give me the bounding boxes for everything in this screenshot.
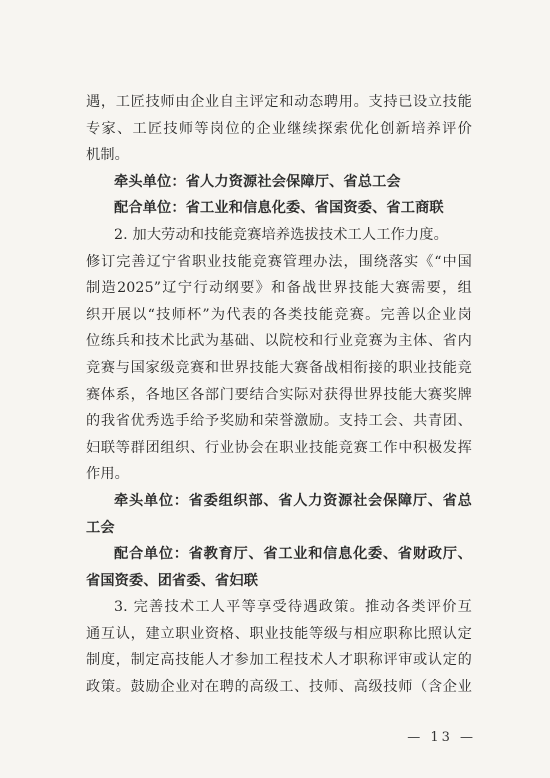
paragraph-line: 竞赛与国家级竞赛和世界技能大赛备战相衔接的职业技能竞 [86,359,472,376]
paragraph-line: 妇联等群团组织、行业协会在职业技能竞赛工作中积极发挥 [86,439,472,456]
paragraph-line: 的我省优秀选手给予奖励和荣誉激励。支持工会、共青团、 [86,413,472,430]
paragraph-line: 2. 加大劳动和技能竞赛培养选拔技术工人工作力度。 [114,226,448,243]
paragraph-line: 织开展以“技师杯”为代表的各类技能竞赛。完善以企业岗 [86,306,472,323]
page-number: — 13 — [407,730,476,745]
unit-line: 配合单位：省工业和信息化委、省国资委、省工商联 [114,200,444,217]
paragraph-line: 制度，制定高技能人才参加工程技术人才职称评审或认定的 [86,652,472,669]
paragraph-line: 赛体系，各地区各部门要结合实际对获得世界技能大赛奖牌 [86,386,472,403]
paragraph-line: 专家、工匠技师等岗位的企业继续探索优化创新培养评价 [86,120,472,137]
paragraph-line: 修订完善辽宁省职业技能竞赛管理办法，围绕落实《“中国 [86,253,472,270]
paragraph-line: 机制。 [86,147,130,164]
body-text [86,89,472,701]
unit-line: 牵头单位：省人力资源社会保障厅、省总工会 [114,173,401,190]
paragraph-line: 作用。 [86,466,130,483]
paragraph-line: 通互认，建立职业资格、职业技能等级与相应职称比照认定 [86,625,472,642]
paragraph-line: 位练兵和技术比武为基础、以院校和行业竞赛为主体、省内 [86,333,472,350]
paragraph-line: 3. 完善技术工人平等享受待遇政策。推动各类评价互 [114,599,472,616]
paragraph-line: 遇，工匠技师由企业自主评定和动态聘用。支持已设立技能 [86,94,472,110]
unit-line: 省国资委、团省委、省妇联 [86,572,259,589]
unit-line: 配合单位：省教育厅、省工业和信息化委、省财政厅、 [114,546,472,563]
unit-line: 牵头单位：省委组织部、省人力资源社会保障厅、省总 [114,492,472,509]
unit-line: 工会 [86,519,115,536]
paragraph-line: 政策。鼓励企业对在聘的高级工、技师、高级技师（含企业 [86,679,472,696]
paragraph-line: 制造2025”辽宁行动纲要》和备战世界技能大赛需要，组 [86,280,472,297]
